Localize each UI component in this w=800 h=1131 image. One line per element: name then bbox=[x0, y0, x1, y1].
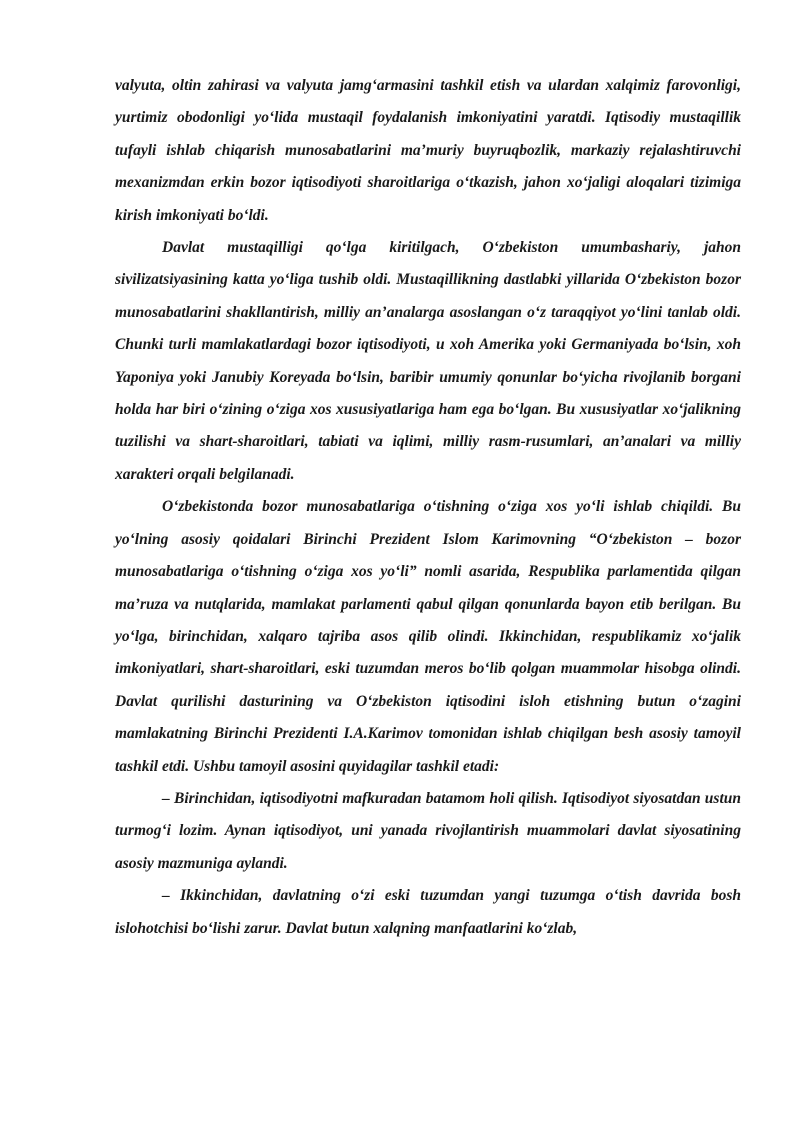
list-item-birinchidan: – Birinchidan, iqtisodiyotni mafkuradan batamom holi qilish. Iqtisodiyot siyosatdan ustun turmog‘i lozim. Aynan iqtisodiyot, uni yanada rivojlantirish muammolari davlat siyosatining asosiy mazmuniga aylandi. bbox=[115, 789, 741, 872]
list-item-ikkinchidan: – Ikkinchidan, davlatning o‘zi eski tuzumdan yangi tuzumga o‘tish davrida bosh islohotchisi bo‘lishi zarur. Davlat butun xalqning manfaatlarini ko‘zlab, bbox=[115, 887, 741, 937]
document-page bbox=[115, 70, 741, 945]
paragraph-valyuta: valyuta, oltin zahirasi va valyuta jamg‘armasini tashkil etish va ulardan xalqimiz farovonligi, yurtimiz obodonligi yo‘lida mustaqil foydalanish imkoniyatini yaratdi. Iqtisodiy mustaqillik tufayli ishlab chiqarish munosabatlarini ma’muriy buyruqbozlik, markaziy rejalashtiruvchi mexanizmdan erkin bozor iqtisodiyoti sharoitlariga o‘tkazish, jahon xo‘jaligi aloqalari tizimiga kirish imkoniyati bo‘ldi. bbox=[115, 77, 741, 224]
paragraph-davlat-mustaqilligi: Davlat mustaqilligi qo‘lga kiritilgach, O‘zbekiston umumbashariy, jahon sivilizatsiyasining katta yo‘liga tushib oldi. Mustaqillikning dastlabki yillarida O‘zbekiston bozor munosabatlarini shakllantirish, milliy an’analarga asoslangan o‘z taraqqiyot yo‘lini tanlab oldi. Chunki turli mamlakatlardagi bozor iqtisodiyoti, u xoh Amerika yoki Germaniyada bo‘lsin, xoh Yaponiya yoki Janubiy Koreyada bo‘lsin, baribir umumiy qonunlar bo‘yicha rivojlanib borgani holda har biri o‘zining o‘ziga xos xususiyatlariga ham ega bo‘lgan. Bu xususiyatlar xo‘jalikning tuzilishi va shart-sharoitlari, tabiati va iqlimi, milliy rasm-rusumlari, an’analari va milliy xarakteri orqali belgilanadi. bbox=[115, 239, 741, 483]
paragraph-bozor-munosabatlari: O‘zbekistonda bozor munosabatlariga o‘tishning o‘ziga xos yo‘li ishlab chiqildi. Bu yo‘lning asosiy qoidalari Birinchi Prezident Islom Karimovning “O‘zbekiston – bozor munosabatlariga o‘tishning o‘ziga xos yo‘li” nomli asarida, Respublika parlamentida qilgan ma’ruza va nutqlarida, mamlakat parlamenti qabul qilgan qonunlarda bayon etib berilgan. Bu yo‘lga, birinchidan, xalqaro tajriba asos qilib olindi. Ikkinchidan, respublikamiz xo‘jalik imkoniyatlari, shart-sharoitlari, eski tuzumdan meros bo‘lib qolgan muammolar hisobga olindi. Davlat qurilishi dasturining va O‘zbekiston iqtisodini isloh etishning butun o‘zagini mamlakatning Birinchi Prezidenti I.A.Karimov tomonidan ishlab chiqilgan besh asosiy tamoyil tashkil etdi. Ushbu tamoyil asosini quyidagilar tashkil etadi: bbox=[115, 498, 741, 775]
